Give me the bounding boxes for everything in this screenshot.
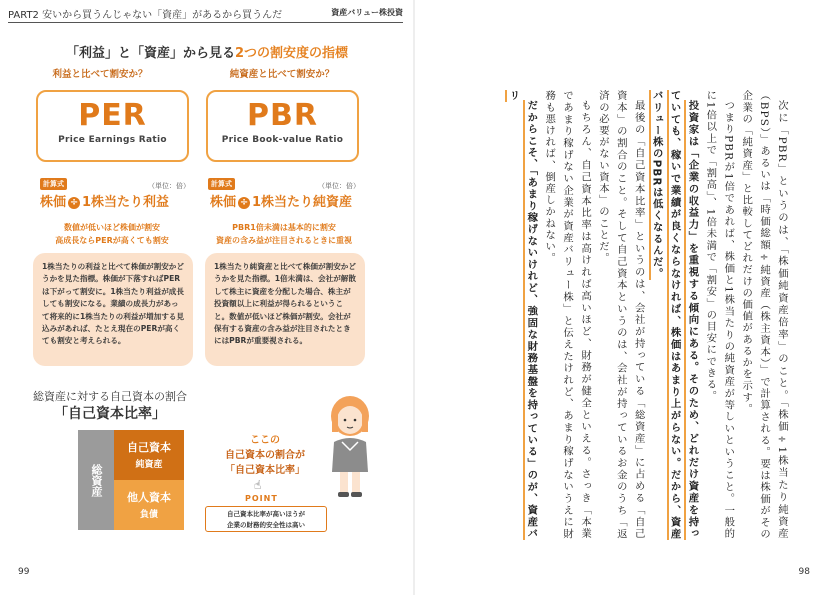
header-tag: 資産バリュー株投資 bbox=[331, 8, 403, 17]
divide-icon: ÷ bbox=[69, 197, 79, 208]
point-line2: 企業の財務的安全性は高い bbox=[227, 521, 305, 529]
section-title-prefix: 「利益」と「資産」から見る bbox=[65, 46, 235, 61]
page-number-left: 99 bbox=[18, 567, 30, 577]
paragraph-6 bbox=[504, 90, 540, 540]
page-number-right: 98 bbox=[798, 567, 810, 577]
equity-ratio-title: 「自己資本比率」 bbox=[54, 406, 166, 422]
paragraph-2: つまりPBRが1倍であれば、株価と1株当たりの純資産が等しいということ。一般的に1倍以上で「割高」、1倍未満で「割安」の目安にできる。 bbox=[704, 90, 735, 540]
pointing-hand-icon: ☝ bbox=[254, 478, 262, 492]
point-label: POINT bbox=[245, 494, 278, 503]
paragraph-4: 最後の「自己資本比率」というのは、会社が持っている「総資産」に占める「自己資本」の割合のこと。そして自己資本というのは、会社が持っているお金のうち「返済の必要がない資本」のことだ。 bbox=[596, 90, 645, 540]
per-note bbox=[27, 221, 197, 247]
paragraph-3 bbox=[647, 90, 701, 540]
pbr-calc-tag: 計算式 bbox=[208, 178, 235, 190]
pbr-box bbox=[206, 90, 359, 162]
balance-sheet-diagram bbox=[78, 430, 184, 530]
per-unit: （単位：倍） bbox=[148, 182, 190, 190]
equity-block bbox=[114, 430, 184, 480]
paragraph-1: 次に「PBR」というのは、「株価純資産倍率」のこと。「株価÷1株当たり純資産（BPS）」あるいは「時価総額÷純資産（株主資本）」で計算される。要は株価がその企業の「純資産」と比較してどれだけの価値があるかを示す。 bbox=[740, 90, 788, 540]
pbr-abbr: PBR bbox=[247, 98, 318, 133]
per-calc-tag: 計算式 bbox=[40, 178, 67, 190]
pbr-formula-left: 株価 bbox=[210, 195, 237, 210]
debt-label: 負債 bbox=[139, 510, 158, 520]
pbr-formula-right: 1株当たり純資産 bbox=[252, 195, 353, 210]
per-note-line1: 数値が低いほど株価が割安 bbox=[64, 223, 160, 232]
per-formula-left: 株価 bbox=[40, 195, 67, 210]
pbr-sub-label: 純資産と比べて割安か？ bbox=[229, 69, 335, 80]
equity-callout bbox=[210, 431, 320, 476]
total-assets-block: 総資産 bbox=[78, 430, 114, 530]
liabilities-block bbox=[114, 480, 184, 530]
callout-line3: 「自己資本比率」 bbox=[225, 465, 305, 476]
per-formula-right: 1株当たり利益 bbox=[82, 195, 170, 210]
pbr-note bbox=[199, 221, 369, 247]
per-full-name: Price Earnings Ratio bbox=[58, 135, 167, 145]
per-sub-label: 利益と比べて割安か？ bbox=[52, 69, 148, 80]
per-abbr: PER bbox=[78, 98, 147, 133]
per-note-line2: 高成長ならPERが高くても割安 bbox=[55, 236, 169, 245]
liabilities-label: 他人資本 bbox=[127, 491, 171, 504]
girl-illustration-icon bbox=[320, 392, 380, 502]
section-title bbox=[0, 42, 414, 61]
pbr-unit: （単位：倍） bbox=[318, 182, 360, 190]
per-explanation: 1株当たりの利益と比べて株価が割安かどうかを見た指標。株価が下落すればPERは下がって割安に。1株当たり利益が成長しても割安になる。業績の成長力があって将来的に1株当たりの利益が増加する見込みがあれば、たとえ現在のPERが高くても割安と考えられる。 bbox=[33, 253, 193, 366]
paragraph-6-emphasis: だからこそ、「あまり稼げないけれど、強固な財務基盤を持っている」のが、資産バリ bbox=[507, 90, 538, 540]
pbr-note-line1: PBR1倍未満は基本的に割安 bbox=[232, 223, 336, 232]
per-box bbox=[36, 90, 189, 162]
paragraph-3-emphasis: 投資家は「企業の収益力」を重視する傾向にある。そのため、どれだけ資産を持っていても、稼いで業績が良くならなければ、株価はあまり上がらない。だから、資産バリュー株のPBRは低くなるんだ。 bbox=[650, 90, 699, 540]
vertical-body-text bbox=[460, 90, 790, 540]
pbr-formula bbox=[210, 191, 352, 210]
equity-ratio-caption: 総資産に対する自己資本の割合 bbox=[33, 390, 187, 403]
per-formula bbox=[40, 191, 169, 210]
equity-label: 自己資本 bbox=[127, 441, 171, 454]
pbr-full-name: Price Book-value Ratio bbox=[221, 135, 344, 145]
page-header bbox=[8, 5, 403, 23]
callout-line2: 自己資本の割合が bbox=[225, 450, 305, 461]
point-box bbox=[205, 506, 327, 532]
net-assets-label: 純資産 bbox=[135, 460, 163, 470]
section-title-accent: 2つの割安度の指標 bbox=[234, 46, 349, 61]
header-title: PART2 安いから買うんじゃない「資産」があるから買うんだ bbox=[8, 10, 283, 21]
pbr-note-line2: 資産の含み益が注目されるときに重視 bbox=[216, 236, 352, 245]
callout-line1: ここの bbox=[250, 435, 280, 446]
point-line1: 自己資本比率が高いほうが bbox=[227, 510, 305, 518]
divide-icon: ÷ bbox=[239, 197, 249, 208]
pbr-explanation: 1株当たり純資産と比べて株価が割安かどうかを見た指標。1倍未満は、会社が解散して株主に資産を分配した場合、株主が投資額以上に利益が得られるということ。数値が低いほど株価が割安。会社が保有する資産の含み益が注目されたときにはPBRが重要視される。 bbox=[205, 253, 365, 366]
paragraph-5: もちろん、自己資本比率は高ければ高いほど、財務が健全といえる。さっき「本業であまり稼げない企業が資産バリュー株」と伝えたけれど、あまり稼げないうえに財務も悪ければ、倒産しかねない。 bbox=[543, 90, 592, 540]
